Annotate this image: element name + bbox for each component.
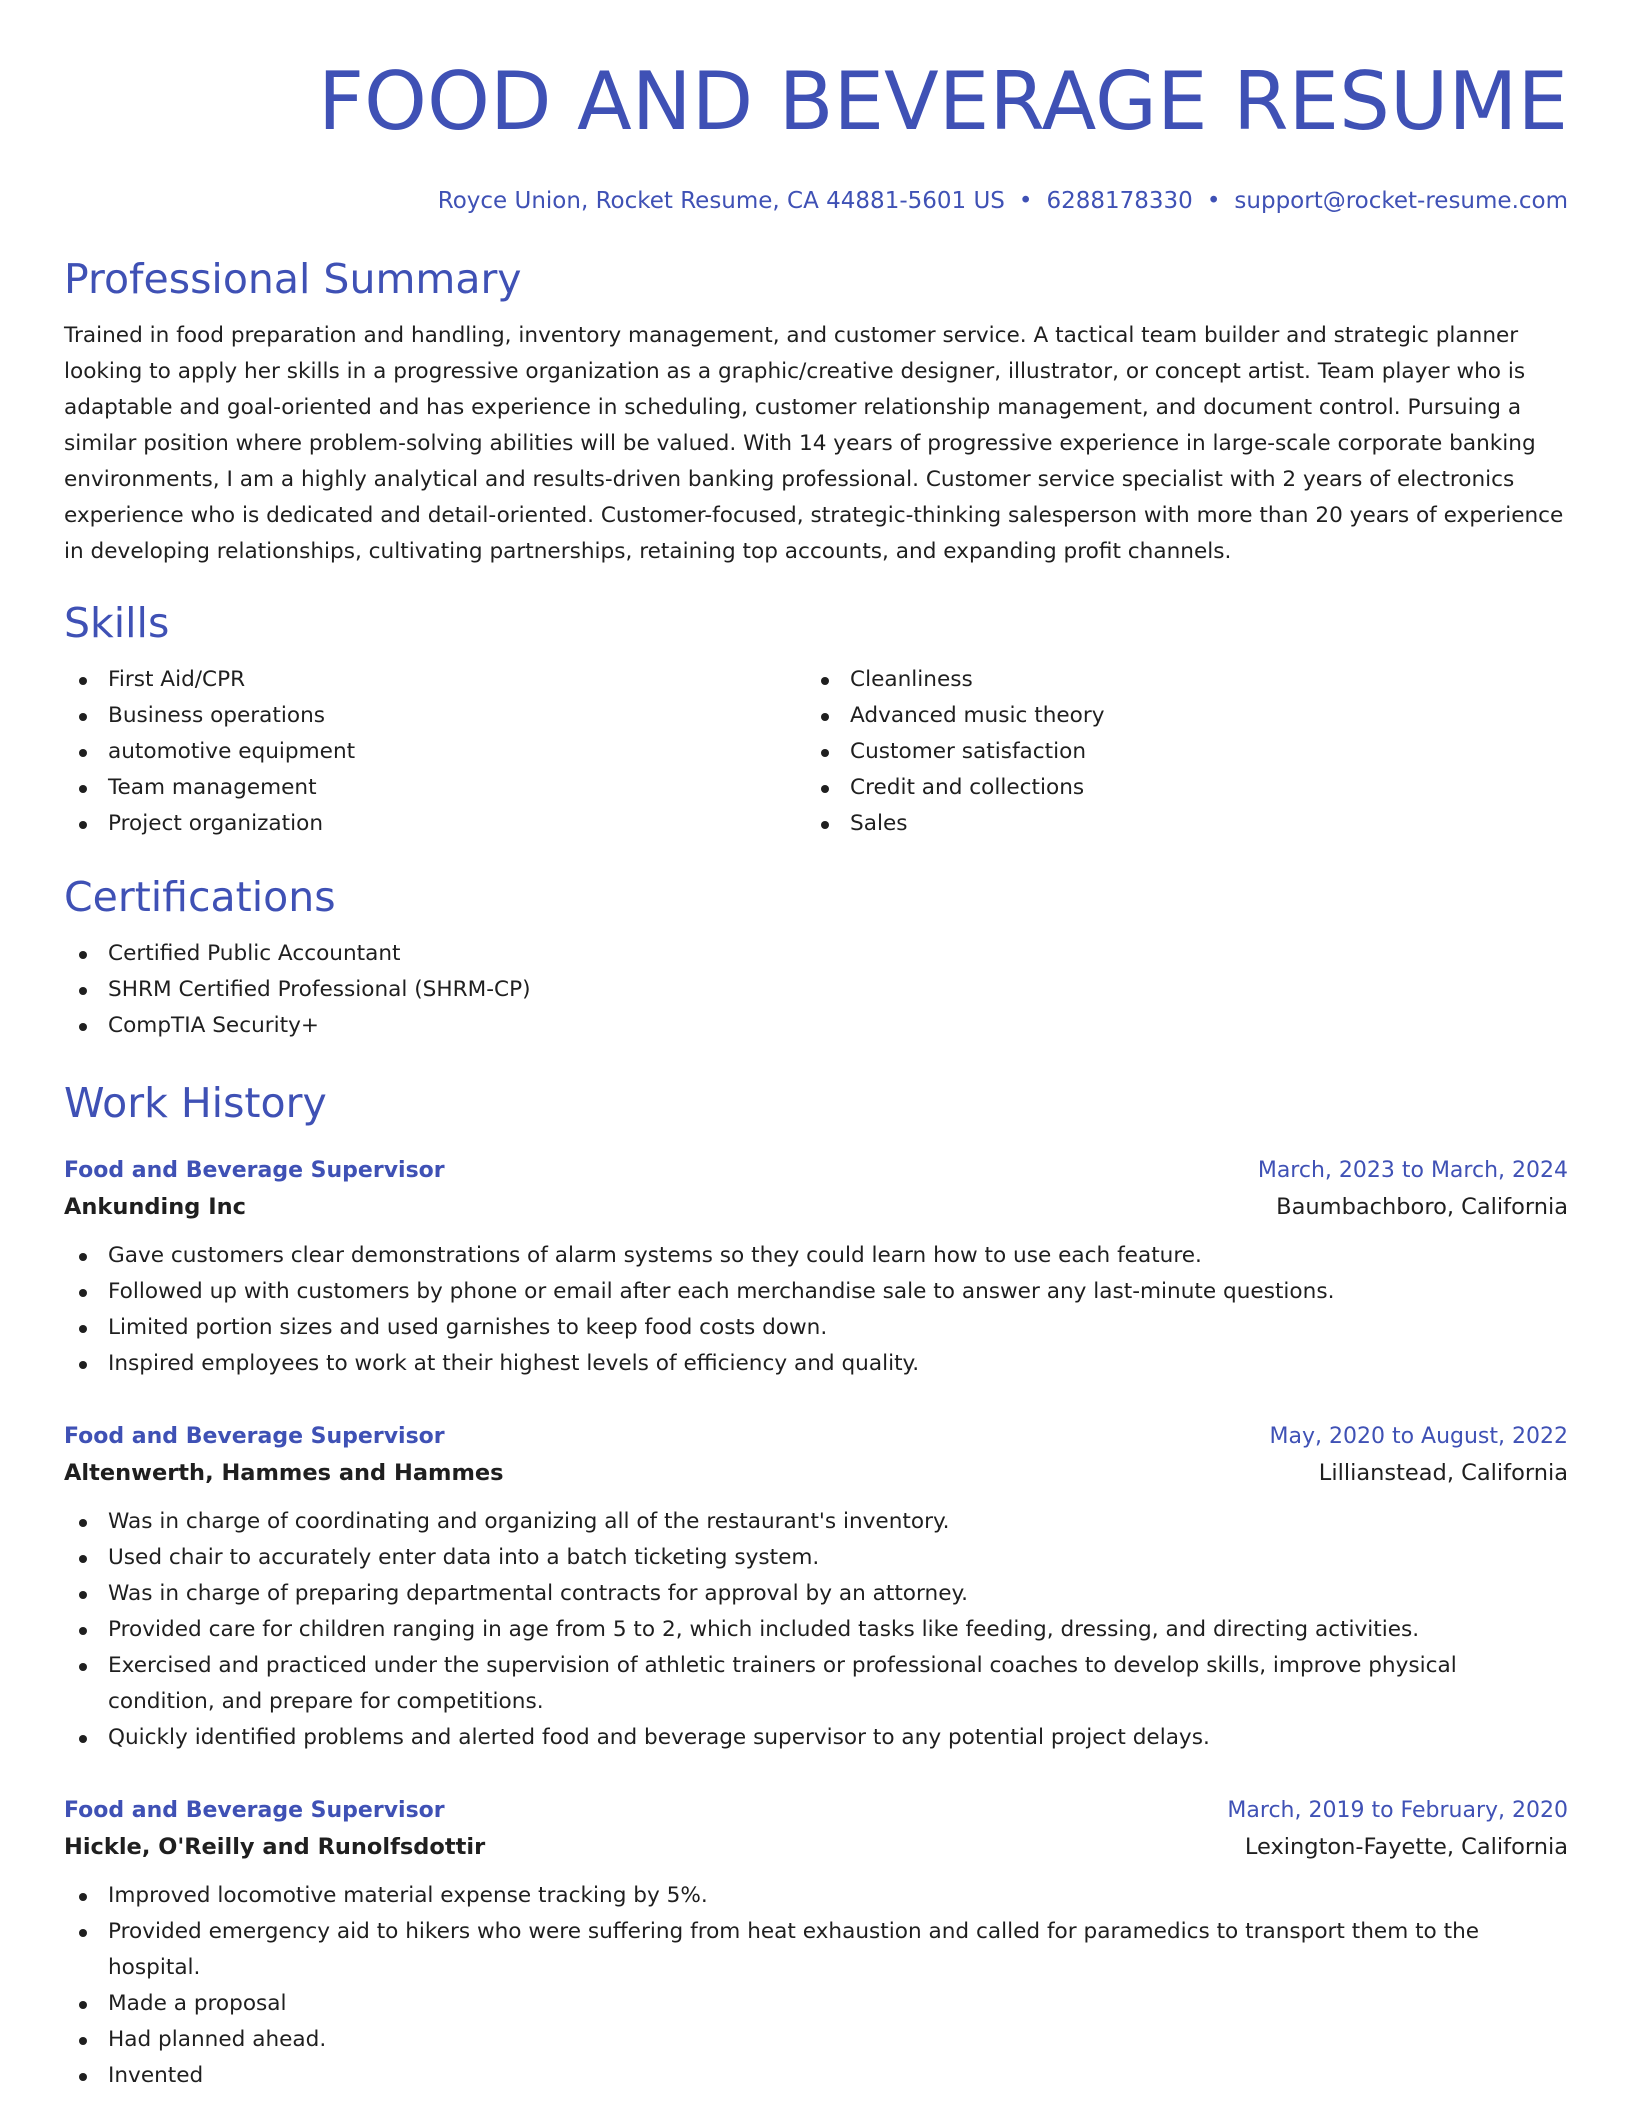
certification-item: CompTIA Security+	[64, 1008, 1568, 1044]
job-title: Food and Beverage Supervisor	[64, 1798, 445, 1823]
job-bullet: Was in charge of coordinating and organizing all of the restaurant's inventory.	[64, 1504, 1568, 1540]
contact-separator: •	[1206, 188, 1221, 214]
job-company: Ankunding Inc	[64, 1194, 246, 1220]
skill-item: Sales	[806, 806, 1548, 842]
skill-item: automotive equipment	[64, 734, 806, 770]
job-location: Lexington-Fayette, California	[1244, 1834, 1568, 1860]
skills-grid	[64, 648, 1568, 842]
skill-item: Advanced music theory	[806, 698, 1548, 734]
job-company: Hickle, O'Reilly and Runolfsdottir	[64, 1834, 486, 1860]
contact-line	[64, 186, 1568, 216]
summary-section	[64, 254, 1568, 570]
job-bullet: Followed up with customers by phone or email after each merchandise sale to answer any last-minute questions.	[64, 1274, 1568, 1310]
job-bullet: Quickly identified problems and alerted food and beverage supervisor to any potential project delays.	[64, 1720, 1568, 1756]
job-location: Baumbachboro, California	[1276, 1194, 1568, 1220]
skill-item: Team management	[64, 770, 806, 806]
contact-address: Royce Union, Rocket Resume, CA 44881-5601 US	[437, 188, 1005, 214]
job-bullet: Had planned ahead.	[64, 2022, 1568, 2058]
job-bullet: Exercised and practiced under the supervision of athletic trainers or professional coaches to develop skills, improve physical condition, and prepare for competitions.	[64, 1648, 1568, 1720]
job-bullet: Was in charge of preparing departmental contracts for approval by an attorney.	[64, 1576, 1568, 1612]
skill-item: First Aid/CPR	[64, 662, 806, 698]
job-company: Altenwerth, Hammes and Hammes	[64, 1460, 504, 1486]
job-bullets	[64, 1878, 1568, 2094]
certifications-list	[64, 936, 1568, 1044]
job-title: Food and Beverage Supervisor	[64, 1158, 445, 1183]
contact-email[interactable]: support@rocket-resume.com	[1234, 188, 1568, 214]
certifications-section	[64, 872, 1568, 1044]
resume-page	[64, 0, 1568, 2094]
skills-list-right	[806, 662, 1548, 842]
job-bullets	[64, 1504, 1568, 1756]
resume-title: FOOD AND BEVERAGE RESUME	[318, 55, 1568, 148]
summary-text: Trained in food preparation and handling, inventory management, and customer service. A tactical team builder and strategic planner looking to apply her skills in a progressive organization as a graphic/creative designer, illustrator, or concept artist. Team player who is adaptable and goal-oriented and has experience in scheduling, customer relationship management, and document control. Pursuing a similar position where problem-solving abilities will be valued. With 14 years of progressive experience in large-scale corporate banking environments, I am a highly analytical and results-driven banking professional. Customer service specialist with 2 years of electronics experience who is dedicated and detail-oriented. Customer-focused, strategic-thinking salesperson with more than 20 years of experience in developing relationships, cultivating partnerships, retaining top accounts, and expanding profit channels.	[64, 323, 1564, 564]
skill-item: Customer satisfaction	[806, 734, 1548, 770]
skills-section	[64, 598, 1568, 842]
skill-item: Business operations	[64, 698, 806, 734]
job-bullet: Limited portion sizes and used garnishes to keep food costs down.	[64, 1310, 1568, 1346]
job-bullet: Gave customers clear demonstrations of alarm systems so they could learn how to use each feature.	[64, 1238, 1568, 1274]
job-dates: May, 2020 to August, 2022	[1269, 1424, 1568, 1449]
job-title: Food and Beverage Supervisor	[64, 1424, 445, 1449]
contact-separator: •	[1018, 188, 1033, 214]
skill-item: Credit and collections	[806, 770, 1548, 806]
skill-item: Cleanliness	[806, 662, 1548, 698]
skills-list-left	[64, 662, 806, 842]
job-bullet: Provided emergency aid to hikers who were suffering from heat exhaustion and called for paramedics to transport them to the hospital.	[64, 1914, 1568, 1986]
job-bullet: Inspired employees to work at their highest levels of efficiency and quality.	[64, 1346, 1568, 1382]
job-entry	[64, 1794, 1568, 2094]
job-bullet: Used chair to accurately enter data into a batch ticketing system.	[64, 1540, 1568, 1576]
work-history-heading: Work History	[64, 1079, 327, 1127]
skill-item: Project organization	[64, 806, 806, 842]
resume-header	[64, 0, 1568, 216]
skills-heading: Skills	[64, 599, 170, 647]
job-bullets	[64, 1238, 1568, 1382]
job-location: Lillianstead, California	[1318, 1460, 1568, 1486]
job-bullet: Invented	[64, 2058, 1568, 2094]
contact-phone: 6288178330	[1046, 188, 1193, 214]
job-bullet: Improved locomotive material expense tracking by 5%.	[64, 1878, 1568, 1914]
certification-item: SHRM Certified Professional (SHRM-CP)	[64, 972, 1568, 1008]
certifications-heading: Certifications	[64, 873, 336, 921]
job-dates: March, 2023 to March, 2024	[1257, 1158, 1568, 1183]
job-dates: March, 2019 to February, 2020	[1227, 1798, 1568, 1823]
job-entry	[64, 1154, 1568, 1382]
work-history-section	[64, 1078, 1568, 2094]
job-bullet: Provided care for children ranging in age from 5 to 2, which included tasks like feeding, dressing, and directing activities.	[64, 1612, 1568, 1648]
certification-item: Certified Public Accountant	[64, 936, 1568, 972]
job-entry	[64, 1420, 1568, 1756]
summary-heading: Professional Summary	[64, 255, 522, 303]
job-bullet: Made a proposal	[64, 1986, 1568, 2022]
